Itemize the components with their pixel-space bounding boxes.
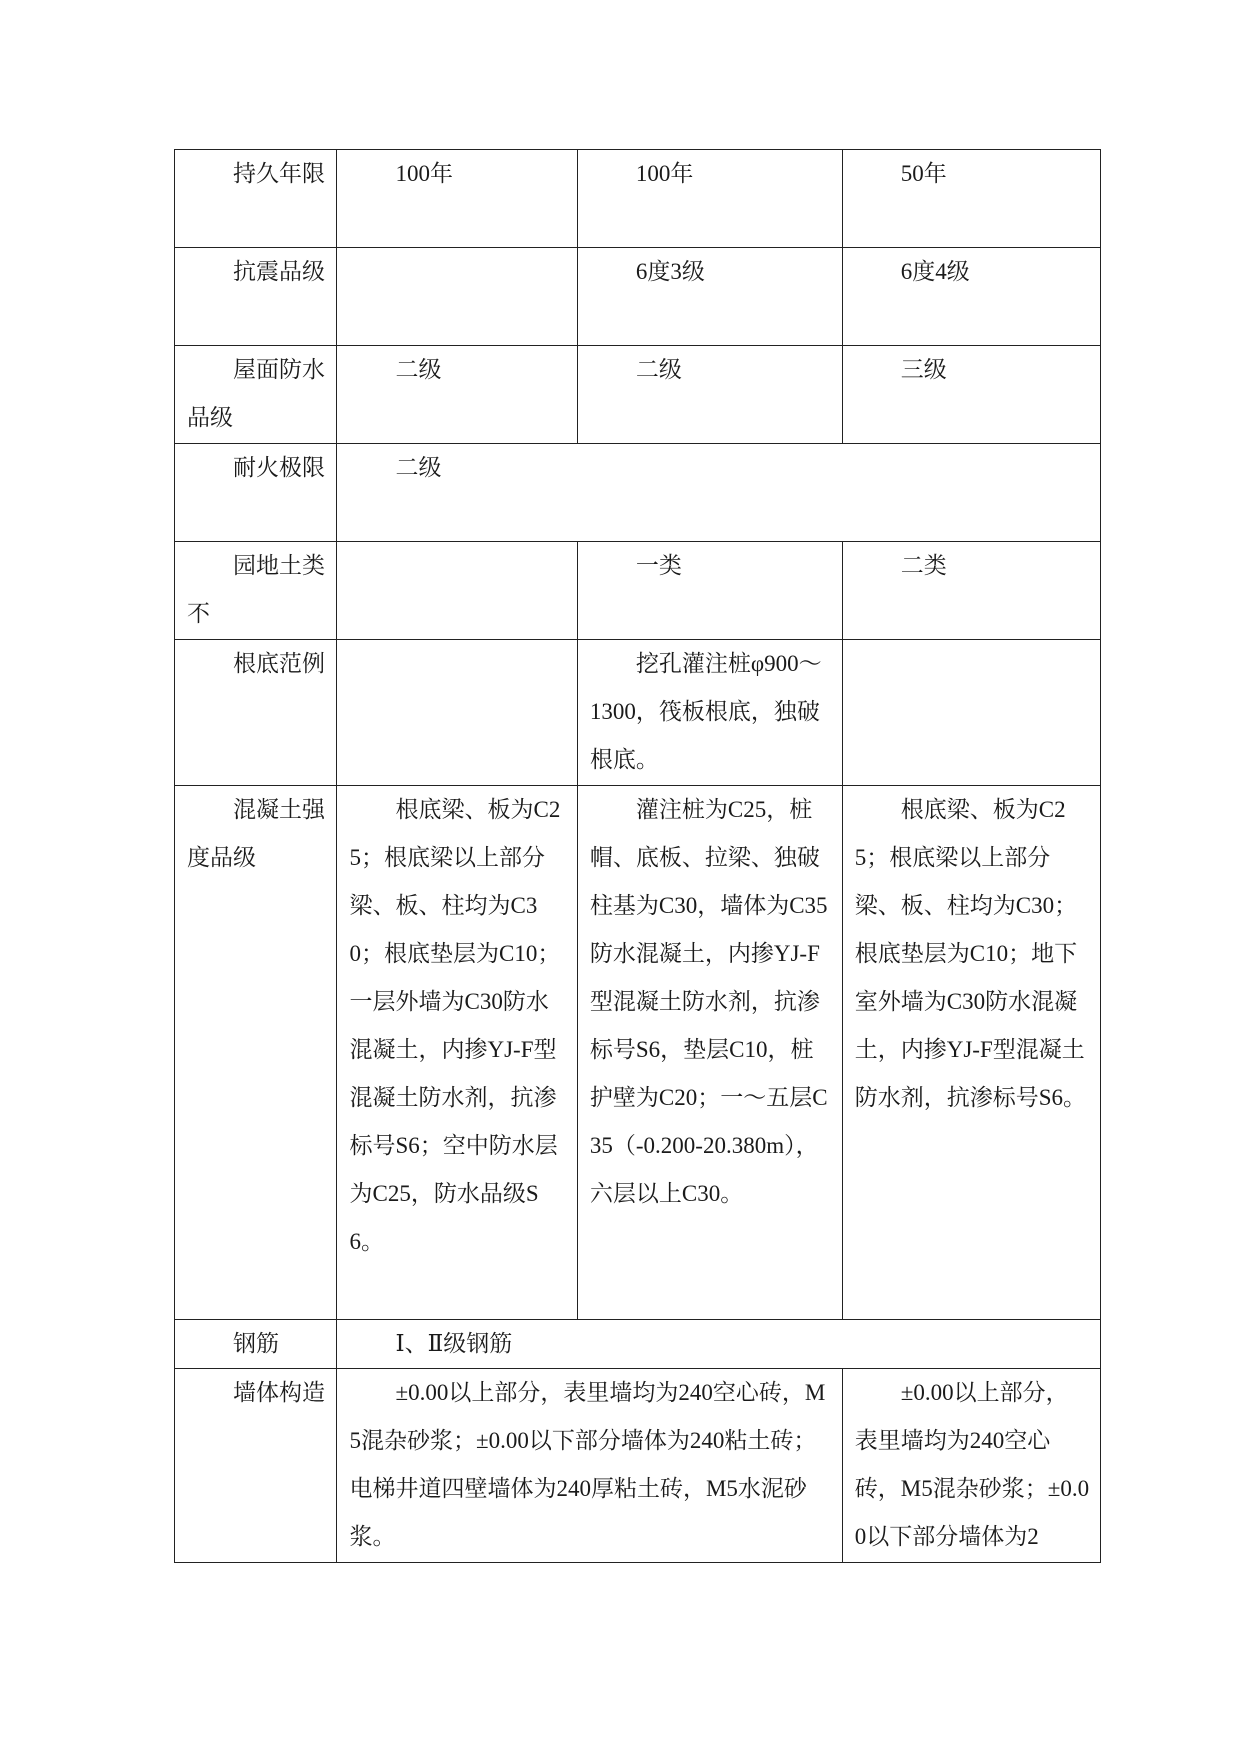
table-cell (337, 248, 577, 346)
table-cell: 一类 (577, 542, 842, 640)
table-cell: 100年 (577, 150, 842, 248)
row-label: 根底范例 (175, 640, 337, 786)
table-cell: 挖孔灌注桩φ900～1300，筏板根底，独破根底。 (577, 640, 842, 786)
table-cell: 灌注桩为C25，桩帽、底板、拉梁、独破柱基为C30，墙体为C35防水混凝土，内掺YJ-F型混凝土防水剂，抗渗标号S6，垫层C10，桩护壁为C20；一～五层C35（-0.200-20.380m），六层以上C30。 (577, 786, 842, 1320)
table-row (175, 1320, 1101, 1369)
table-cell-merged: ±0.00以上部分，表里墙均为240空心砖，M5混杂砂浆；±0.00以下部分墙体为240粘土砖；电梯井道四壁墙体为240厚粘土砖，M5水泥砂浆。 (337, 1369, 842, 1563)
table-cell: 根底梁、板为C25；根底梁以上部分梁、板、柱均为C30；根底垫层为C10；一层外墙为C30防水混凝土，内掺YJ-F型混凝土防水剂，抗渗标号S6；空中防水层为C25，防水品级S6。 (337, 786, 577, 1320)
row-label: 屋面防水品级 (175, 346, 337, 444)
row-label: 耐火极限 (175, 444, 337, 542)
table-cell: 6度3级 (577, 248, 842, 346)
row-label: 钢筋 (175, 1320, 337, 1369)
table-cell: 二类 (842, 542, 1100, 640)
table-row (175, 346, 1101, 444)
table-cell: 二级 (577, 346, 842, 444)
table-cell (337, 542, 577, 640)
table-cell (842, 640, 1100, 786)
table-cell-merged: 二级 (337, 444, 1101, 542)
table-row (175, 248, 1101, 346)
table-cell: 三级 (842, 346, 1100, 444)
table-cell (337, 640, 577, 786)
table-row (175, 640, 1101, 786)
table-row (175, 786, 1101, 1320)
building-spec-table (174, 149, 1101, 1563)
table-row (175, 150, 1101, 248)
table-cell: ±0.00以上部分，表里墙均为240空心砖，M5混杂砂浆；±0.00以下部分墙体为2 (842, 1369, 1100, 1563)
row-label: 墙体构造 (175, 1369, 337, 1563)
table-cell: 100年 (337, 150, 577, 248)
table-cell: 50年 (842, 150, 1100, 248)
table-cell: 6度4级 (842, 248, 1100, 346)
table-row (175, 542, 1101, 640)
row-label: 持久年限 (175, 150, 337, 248)
row-label: 园地土类不 (175, 542, 337, 640)
row-label: 混凝土强度品级 (175, 786, 337, 1320)
table-cell-merged: Ⅰ、Ⅱ级钢筋 (337, 1320, 1101, 1369)
table-row (175, 444, 1101, 542)
table-cell: 根底梁、板为C25；根底梁以上部分梁、板、柱均为C30；根底垫层为C10；地下室外墙为C30防水混凝土，内掺YJ-F型混凝土防水剂，抗渗标号S6。 (842, 786, 1100, 1320)
row-label: 抗震品级 (175, 248, 337, 346)
table-row (175, 1369, 1101, 1563)
table-cell: 二级 (337, 346, 577, 444)
